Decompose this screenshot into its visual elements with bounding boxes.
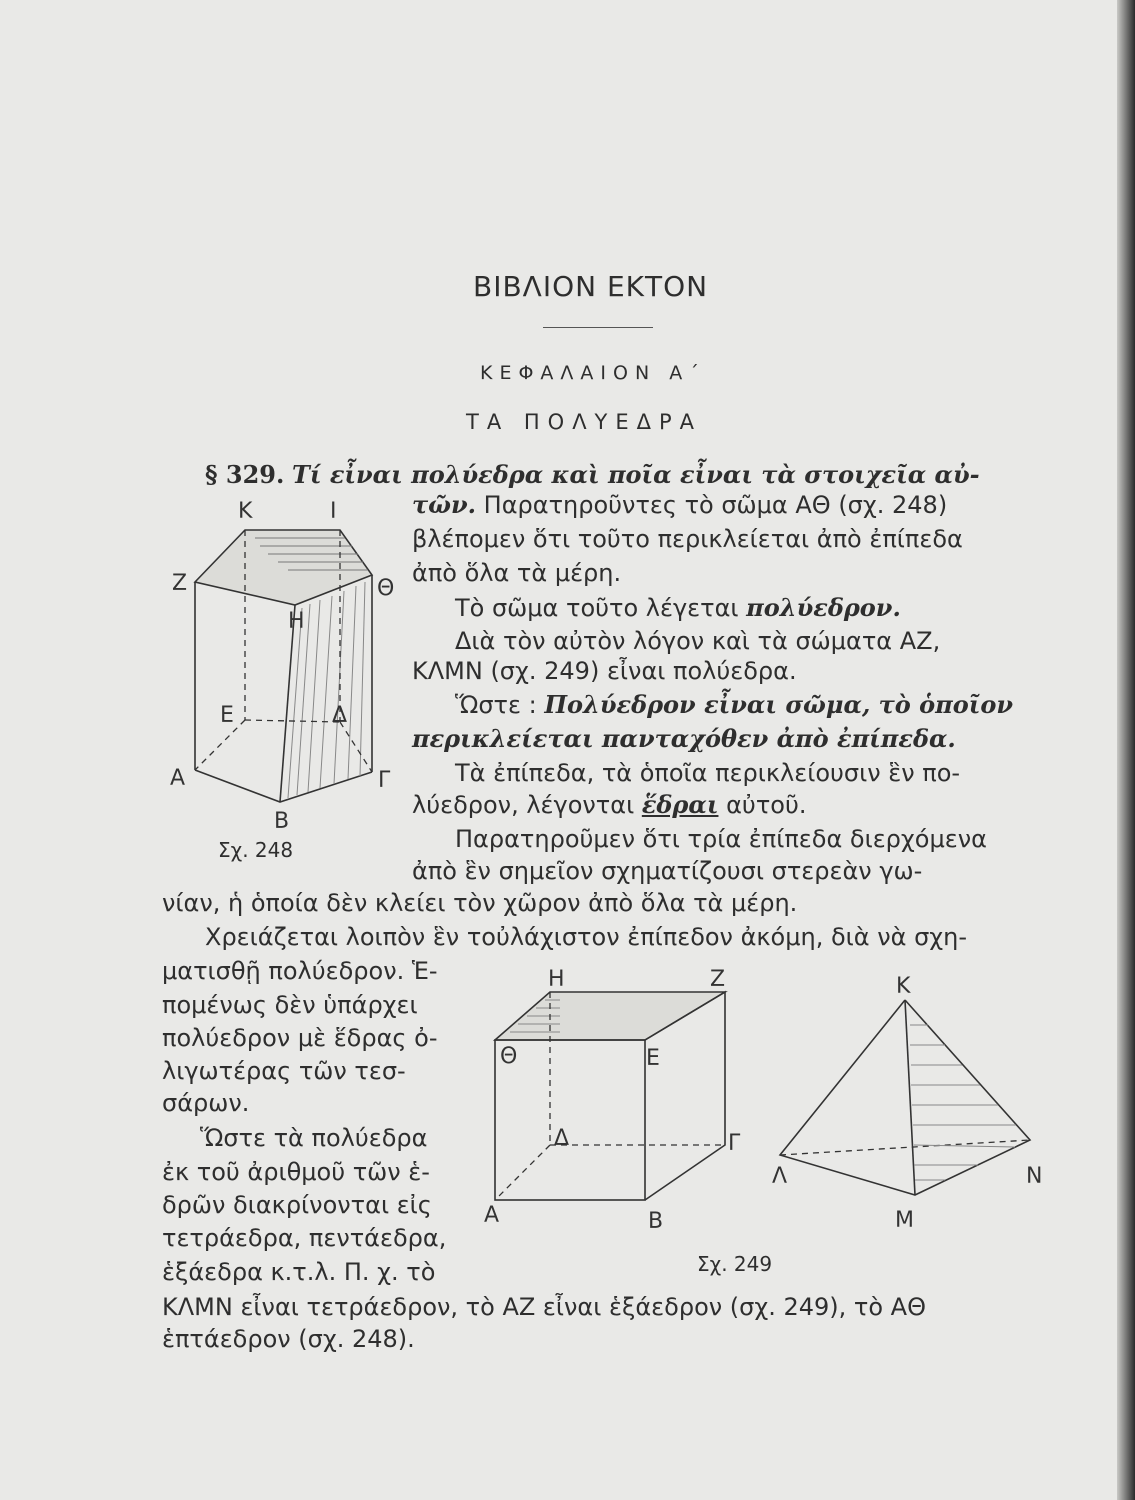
term-faces: ἕδραι (641, 790, 719, 819)
body-line-7: ΚΛΜΝ (σχ. 249) εἶναι πολύεδρα. (412, 657, 797, 685)
col-line-3: πολύεδρον μὲ ἕδρας ὀ- (162, 1024, 438, 1052)
definition-text: Πολύεδρον εἶναι σῶμα, τὸ ὁποῖον (544, 690, 1014, 719)
cube-label-Th: Θ (500, 1044, 518, 1069)
col-line-4: λιγωτέρας τῶν τεσ- (162, 1057, 406, 1085)
body-last-line-1: ΚΛΜΝ εἶναι τετράεδρον, τὸ ΑΖ εἶναι ἑξάεδρον (σχ. 249), τὸ ΑΘ (162, 1293, 926, 1321)
body-line-5 (455, 591, 901, 625)
body-text: λύεδρον, λέγονται (412, 791, 635, 819)
body-text: Ὥστε : (455, 691, 537, 719)
tetra-label-N: Ν (1026, 1164, 1043, 1189)
fig248-top-face (195, 530, 372, 605)
label-Z: Ζ (172, 571, 188, 596)
label-B: Β (274, 809, 290, 834)
body-text: αὐτοῦ. (726, 791, 807, 819)
col-line-9: τετράεδρα, πεντάεδρα, (162, 1224, 447, 1252)
body-line-3: βλέπομεν ὅτι τοῦτο περικλείεται ἀπὸ ἐπίπεδα (412, 525, 963, 553)
col-line-8: δρῶν διακρίνονται εἰς (162, 1191, 432, 1219)
col-line-5: σάρων. (162, 1089, 250, 1117)
cube-label-D: Δ (554, 1126, 570, 1151)
body-line-9 (412, 722, 956, 756)
col-line-10: ἑξάεδρα κ.τ.λ. Π. χ. τὸ (162, 1258, 436, 1286)
cube-label-E: Ε (646, 1046, 660, 1071)
figure-248-caption: Σχ. 248 (218, 838, 294, 862)
label-K: Κ (238, 499, 253, 524)
section-number: § 329. (205, 460, 285, 489)
col-line-7: ἐκ τοῦ ἀριθμοῦ τῶν ἑ- (162, 1158, 430, 1186)
body-line-8 (455, 688, 1013, 722)
body-line-12: Παρατηροῦμεν ὅτι τρία ἐπίπεδα διερχόμενα (455, 825, 987, 853)
label-H: Η (288, 609, 305, 634)
col-line-1: ματισθῇ πολύεδρον. Ἑ- (162, 957, 438, 985)
section-subtitle: ΤΑ ΠΟΛΥΕΔΡΑ (466, 410, 703, 434)
body-line-11 (412, 788, 806, 822)
term-polyhedron: πολύεδρον. (746, 593, 901, 622)
figure-249-caption: Σχ. 249 (697, 1252, 773, 1276)
definition-text: περικλείεται πανταχόθεν ἀπὸ ἐπίπεδα. (412, 724, 956, 753)
section-heading (205, 458, 980, 492)
body-last-line-2: ἑπτάεδρον (σχ. 248). (162, 1325, 415, 1353)
body-line-14: νίαν, ἡ ὁποία δὲν κλείει τὸν χῶρον ἀπὸ ὅλα τὰ μέρη. (162, 889, 798, 917)
body-line-2 (412, 488, 947, 522)
body-line-10: Τὰ ἐπίπεδα, τὰ ὁποῖα περικλείουσιν ἓν πο- (455, 759, 961, 787)
figure-249-cube (470, 960, 770, 1240)
label-A: Α (170, 766, 186, 791)
tetra-label-K: Κ (896, 974, 911, 999)
label-D: Δ (332, 703, 348, 728)
chapter-title: ΚΕΦΑΛΑΙΟΝ Α΄ (480, 362, 706, 384)
title-rule (543, 327, 653, 328)
tetra-label-M: Μ (895, 1208, 914, 1233)
body-line-6: Διὰ τὸν αὐτὸν λόγον καὶ τὰ σώματα ΑΖ, (455, 627, 941, 655)
figure-249-tetrahedron (770, 965, 1060, 1235)
section-heading-text: Τί εἶναι πολύεδρα καὶ ποῖα εἶναι τὰ στοιχεῖα αὐ- (292, 460, 980, 489)
col-line-2: πομένως δὲν ὑπάρχει (162, 991, 418, 1019)
body-text: Παρατηροῦντες τὸ σῶμα ΑΘ (σχ. 248) (483, 491, 948, 519)
label-Th: Θ (377, 576, 395, 601)
cube-label-B: Β (648, 1209, 664, 1234)
body-line-15: Χρειάζεται λοιπὸν ἓν τοὐλάχιστον ἐπίπεδον ἀκόμη, διὰ νὰ σχη- (205, 923, 968, 951)
page-edge (1117, 0, 1135, 1500)
tetra-label-L: Λ (772, 1164, 788, 1189)
book-title: ΒΙΒΛΙΟΝ ΕΚΤΟΝ (473, 270, 709, 303)
label-G: Γ (378, 768, 391, 793)
body-line-13: ἀπὸ ἓν σημεῖον σχηματίζουσι στερεὰν γω- (412, 857, 923, 885)
col-line-6: Ὥστε τὰ πολύεδρα (200, 1124, 428, 1152)
figure-248 (160, 490, 420, 870)
label-E: Ε (220, 703, 234, 728)
cube-label-Z: Ζ (710, 967, 726, 992)
body-text: Τὸ σῶμα τοῦτο λέγεται (455, 594, 739, 622)
section-heading-end: τῶν. (412, 490, 477, 519)
cube-label-H: Η (548, 967, 565, 992)
cube-label-A: Α (484, 1203, 500, 1228)
cube-label-G: Γ (728, 1131, 741, 1156)
label-I: Ι (330, 499, 337, 524)
body-line-4: ἀπὸ ὅλα τὰ μέρη. (412, 559, 622, 587)
fig248-edge-HB (280, 605, 295, 802)
